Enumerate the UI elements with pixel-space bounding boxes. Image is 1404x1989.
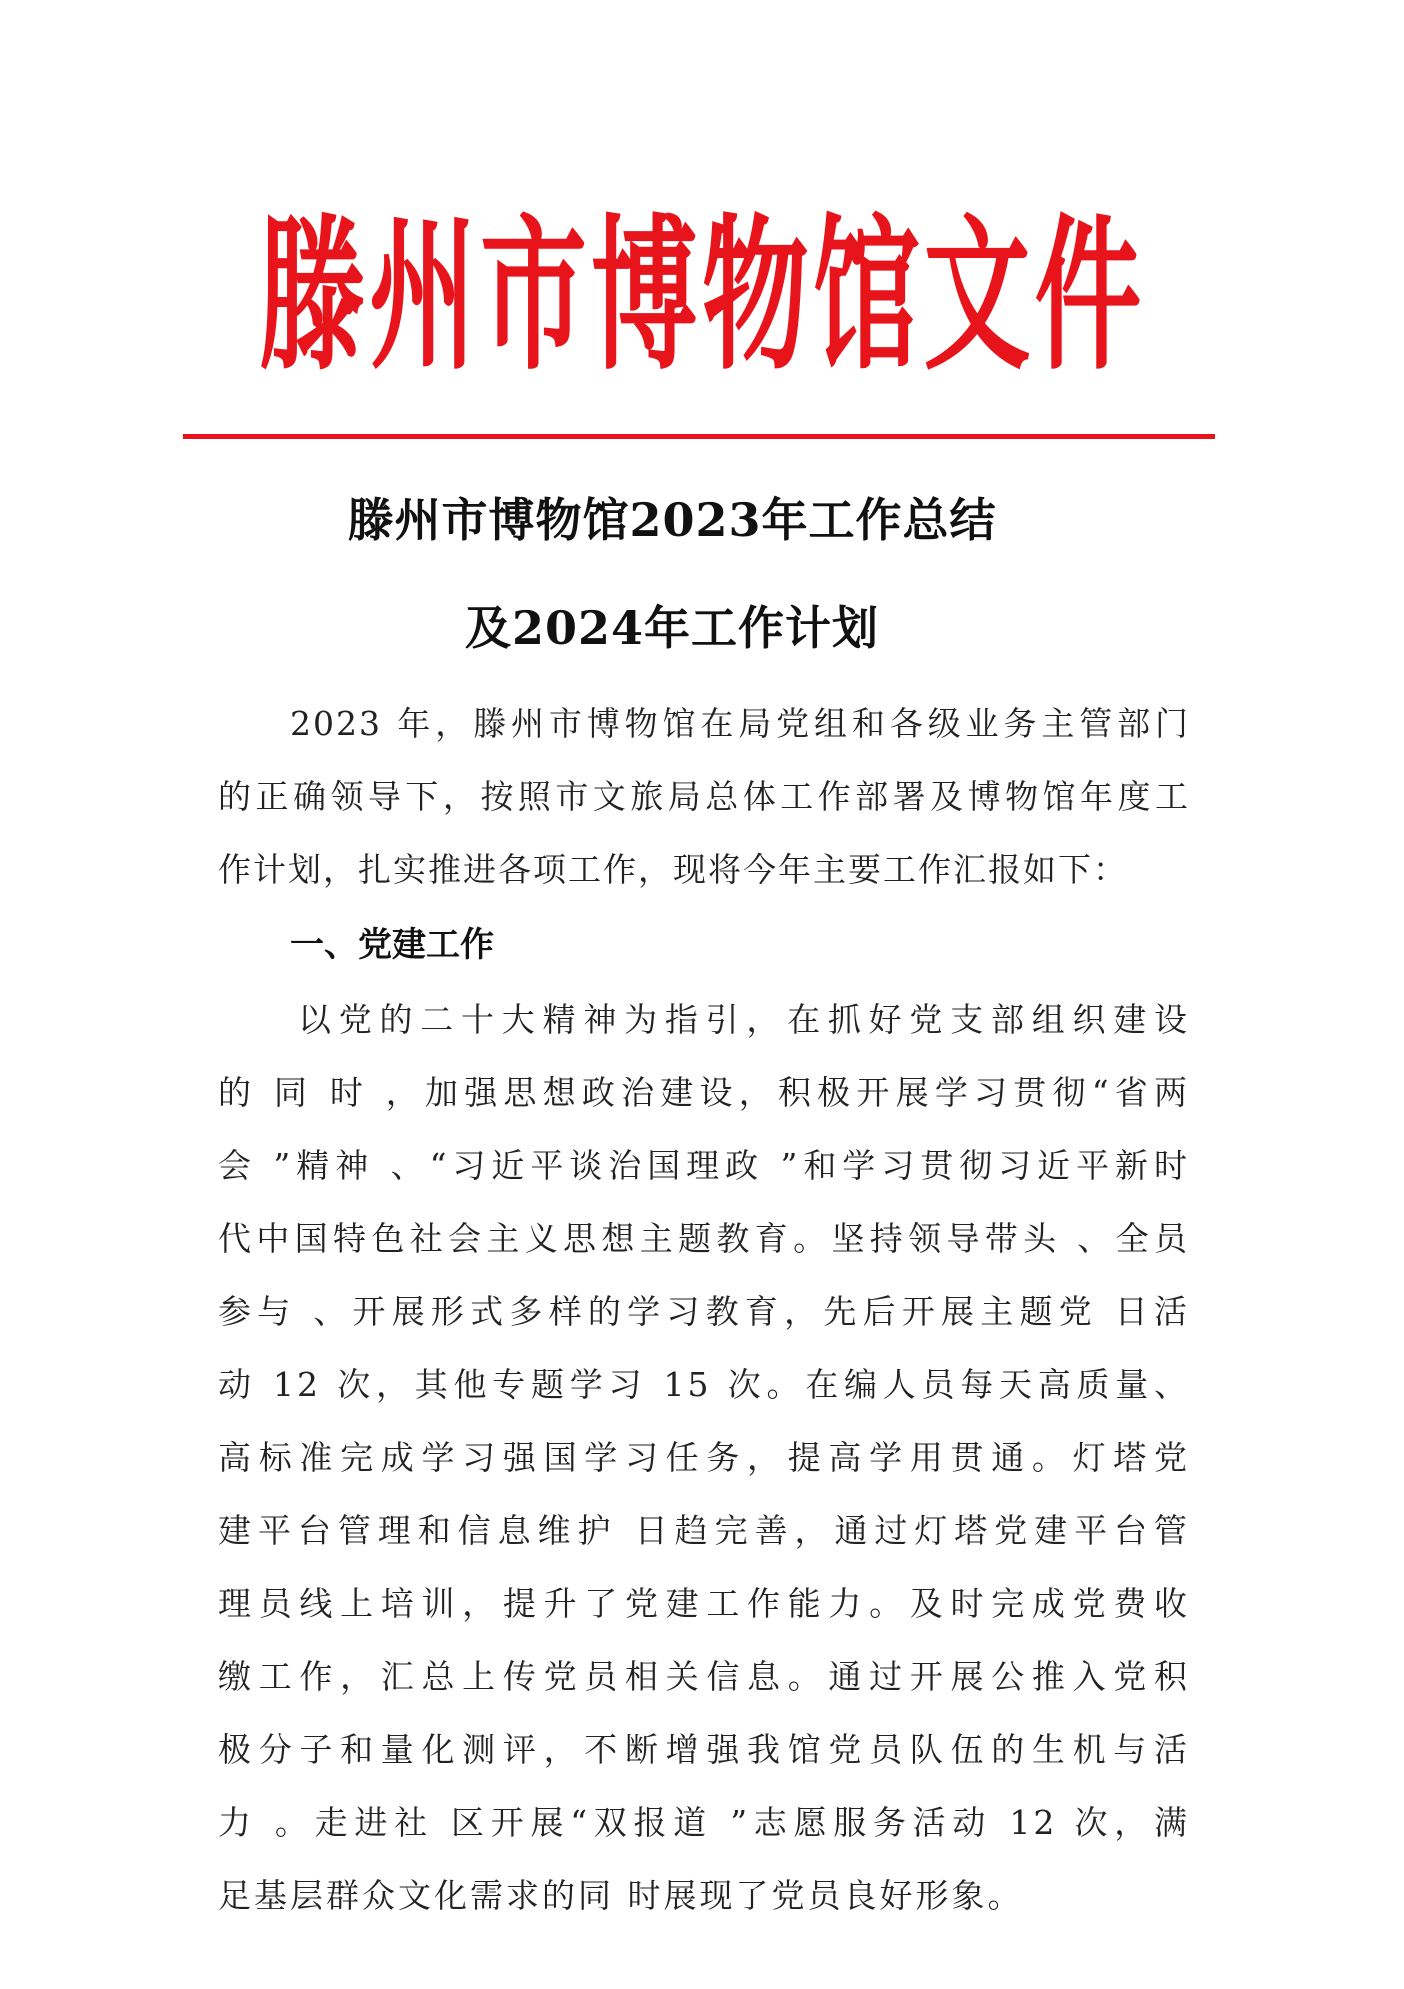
document-title-line-2: 及2024年工作计划 xyxy=(464,601,880,655)
body-line: 代中国特色社会主义思想主题教育。坚持领导带头 、全员 xyxy=(218,1219,1190,1258)
body-line: 以党的二十大精神为指引，在抓好党支部组织建设 xyxy=(298,1000,1190,1039)
body-line: 建平台管理和信息维护 日趋完善，通过灯塔党建平台管 xyxy=(218,1511,1190,1550)
body-line: 缴工作，汇总上传党员相关信息。通过开展公推入党积 xyxy=(218,1657,1190,1696)
body-line: 高标准完成学习强国学习任务，提高学用贯通。灯塔党 xyxy=(218,1438,1190,1477)
intro-line: 2023 年，滕州市博物馆在局党组和各级业务主管部门 xyxy=(290,704,1190,743)
body-line: 足基层群众文化需求的同 时展现了党员良好形象。 xyxy=(218,1876,1024,1915)
intro-line: 作计划，扎实推进各项工作，现将今年主要工作汇报如下： xyxy=(218,850,1128,889)
document-header xyxy=(180,180,1224,410)
document-title-line-1: 滕州市博物馆2023年工作总结 xyxy=(347,493,997,547)
body-line: 会 ”精神 、“习近平谈治国理政 ”和学习贯彻习近平新时 xyxy=(218,1146,1190,1185)
body-line: 极分子和量化测评，不断增强我馆党员队伍的生机与活 xyxy=(218,1730,1190,1769)
body-line: 理员线上培训，提升了党建工作能力。及时完成党费收 xyxy=(218,1584,1190,1623)
red-divider-line xyxy=(183,434,1215,439)
party-building-paragraph xyxy=(218,983,1190,1932)
body-line: 动 12 次，其他专题学习 15 次。在编人员每天高质量、 xyxy=(218,1365,1190,1404)
intro-line: 的正确领导下，按照市文旅局总体工作部署及博物馆年度工 xyxy=(218,777,1190,816)
body-line: 的 同 时 ，加强思想政治建设，积极开展学习贯彻“省两 xyxy=(218,1073,1190,1112)
intro-paragraph xyxy=(218,687,1190,906)
section-heading-party-building: 一、党建工作 xyxy=(290,925,494,965)
issuing-authority-title: 滕州市博物馆文件 xyxy=(258,197,1146,393)
body-line: 力 。走进社 区开展“双报道 ”志愿服务活动 12 次，满 xyxy=(218,1803,1190,1842)
body-line: 参与 、开展形式多样的学习教育，先后开展主题党 日活 xyxy=(218,1292,1190,1331)
